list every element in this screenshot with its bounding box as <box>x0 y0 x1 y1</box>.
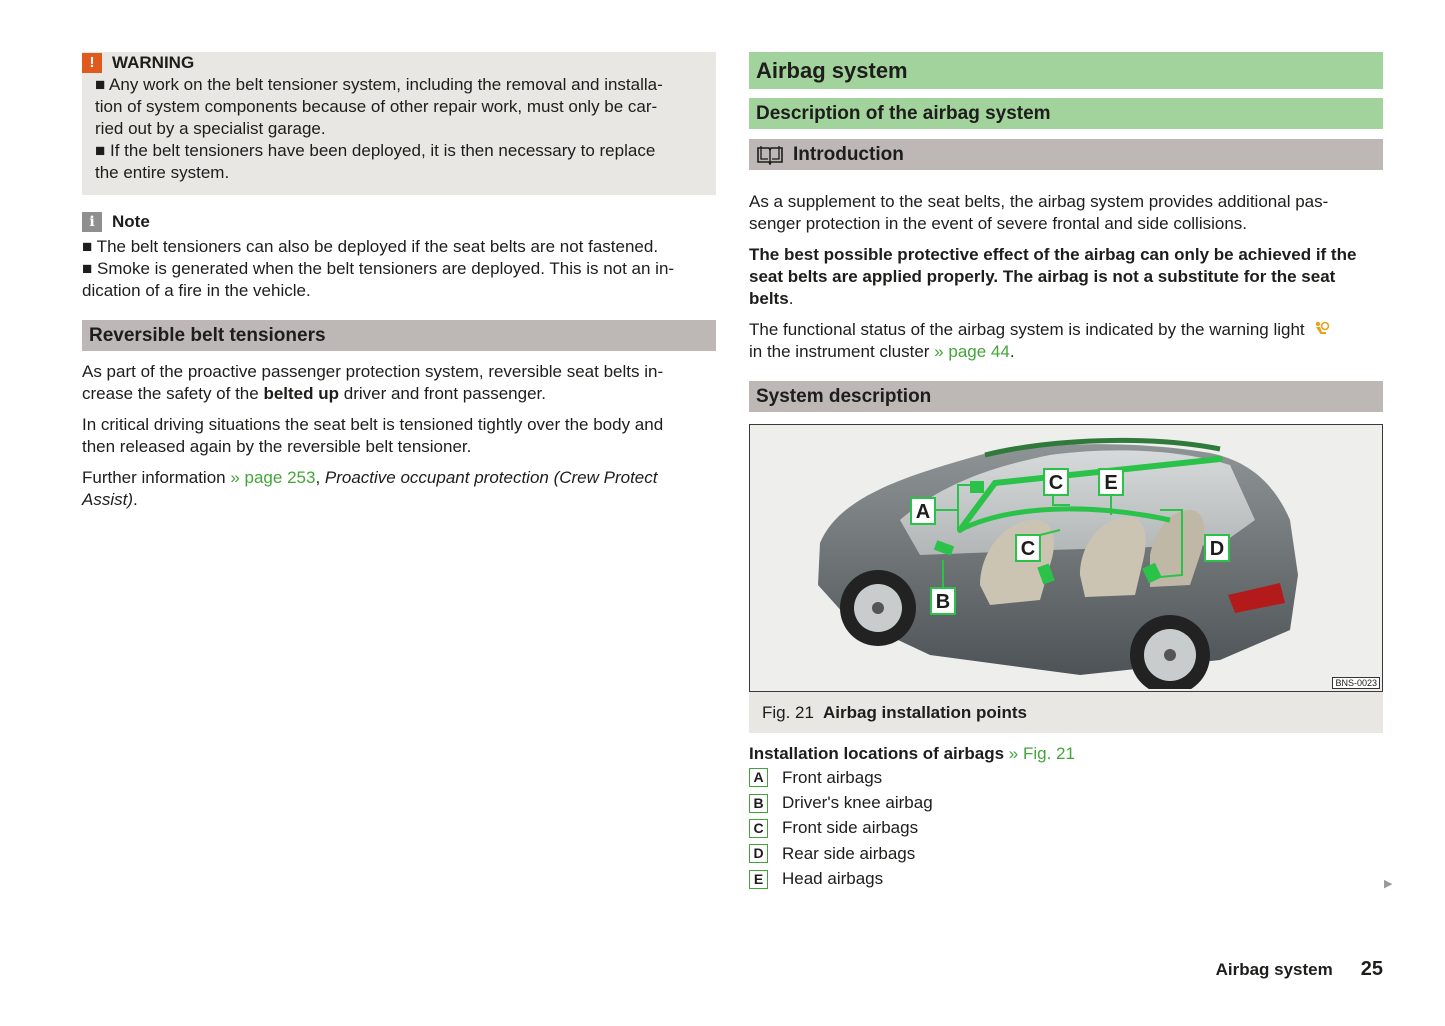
paragraph-line: In critical driving situations the seat belt is tensioned tightly over the body and <box>82 415 664 434</box>
location-text: Head airbags <box>782 869 884 889</box>
locations-heading: Installation locations of airbags » Fig. 21 <box>749 744 1075 763</box>
info-icon: i <box>82 212 102 232</box>
note-title: Note <box>112 212 150 231</box>
warning-header <box>82 52 704 74</box>
location-letter: C <box>749 819 768 838</box>
list-item <box>749 841 1383 866</box>
left-column <box>82 52 716 511</box>
location-text: Front side airbags <box>782 818 919 838</box>
svg-text:D: D <box>1209 538 1225 560</box>
warning-line: tion of system components because of other repair work, must only be car- <box>95 97 658 116</box>
svg-text:A: A <box>915 501 931 523</box>
location-text: Front airbags <box>782 767 883 787</box>
chapter-title: Airbag system <box>749 52 1383 89</box>
right-column <box>749 52 1383 892</box>
warning-line: the entire system. <box>95 163 230 182</box>
paragraph-line: As a supplement to the seat belts, the airbag system provides additional pas- <box>749 192 1329 211</box>
section-title: Reversible belt tensioners <box>82 320 716 351</box>
paragraph-line: in the instrument cluster » page 44. <box>749 342 1015 361</box>
paragraph-line: seat belts are applied properly. The airbag is not a substitute for the seat <box>749 267 1336 286</box>
exclamation-icon: ! <box>82 53 102 73</box>
paragraph-line: Assist). <box>82 490 138 509</box>
figure-link[interactable]: » Fig. 21 <box>1004 744 1075 763</box>
page-link[interactable]: » page 44 <box>934 342 1010 361</box>
paragraph-line: senger protection in the event of severe frontal and side collisions. <box>749 214 1248 233</box>
paragraph-line: belts. <box>749 289 794 308</box>
intro-paragraph-3 <box>749 319 1383 363</box>
intro-paragraph-1 <box>749 191 1383 235</box>
paragraph-line: crease the safety of the belted up driver and front passenger. <box>82 384 546 403</box>
location-letter: A <box>749 768 768 787</box>
callout-d <box>1205 535 1229 561</box>
list-item <box>749 790 1383 815</box>
location-letter: B <box>749 794 768 813</box>
svg-text:C: C <box>1048 472 1064 494</box>
note-line: dication of a fire in the vehicle. <box>82 281 311 300</box>
warning-title: WARNING <box>112 53 195 72</box>
list-item <box>749 765 1383 790</box>
note-line: ■ The belt tensioners can also be deployed if the seat belts are not fastened. <box>82 237 659 256</box>
warning-line: ■ If the belt tensioners have been deployed, it is then necessary to replace <box>95 141 656 160</box>
paragraph-line: then released again by the reversible belt tensioner. <box>82 437 472 456</box>
location-text: Driver's knee airbag <box>782 793 933 813</box>
list-item <box>749 816 1383 841</box>
introduction-header <box>749 139 1383 170</box>
airbag-figure <box>749 424 1383 692</box>
paragraph-1 <box>82 361 716 405</box>
warning-box <box>82 52 716 195</box>
paragraph-line: As part of the proactive passenger protection system, reversible seat belts in- <box>82 362 664 381</box>
callout-b <box>931 588 955 614</box>
location-text: Rear side airbags <box>782 843 916 863</box>
car-illustration <box>750 425 1382 689</box>
system-description-title: System description <box>749 381 1383 412</box>
list-item <box>749 867 1383 892</box>
page-number: 25 <box>1360 958 1383 980</box>
paragraph-line: The functional status of the airbag system is indicated by the warning light <box>749 319 1383 341</box>
callout-c-top <box>1044 469 1068 495</box>
figure-caption <box>749 692 1383 733</box>
intro-paragraph-2 <box>749 244 1383 310</box>
callout-c-front <box>1016 535 1040 561</box>
warning-line: ried out by a specialist garage. <box>95 119 326 138</box>
warning-line: ■ Any work on the belt tensioner system, including the removal and installa- <box>95 75 663 94</box>
note-body <box>82 236 716 302</box>
callout-a <box>911 498 935 524</box>
page-footer <box>1216 958 1383 981</box>
svg-text:E: E <box>1104 472 1118 494</box>
footer-title: Airbag system <box>1215 960 1333 979</box>
figure-code: BNS-0023 <box>1332 677 1380 689</box>
svg-text:C: C <box>1020 538 1036 560</box>
paragraph-3 <box>82 467 716 511</box>
paragraph-2 <box>82 414 716 458</box>
location-letter: D <box>749 844 768 863</box>
subchapter-title: Description of the airbag system <box>749 98 1383 129</box>
next-page-arrow-icon[interactable]: ▶ <box>1384 878 1393 890</box>
paragraph-line: Further information » page 253, Proactive occupant protection (Crew Protect <box>82 468 658 487</box>
figure-title: Airbag installation points <box>822 703 1027 722</box>
paragraph-line: The best possible protective effect of the airbag can only be achieved if the <box>749 245 1357 264</box>
note-line: ■ Smoke is generated when the belt tensioners are deployed. This is not an in- <box>82 259 675 278</box>
book-icon <box>756 145 784 165</box>
svg-text:B: B <box>935 591 951 613</box>
introduction-title: Introduction <box>793 144 904 165</box>
note-header <box>82 211 716 233</box>
callout-e <box>1099 469 1123 495</box>
location-letter: E <box>749 870 768 889</box>
page-link[interactable]: » page 253 <box>230 468 316 487</box>
airbag-warning-icon <box>1312 321 1330 337</box>
figure-number: Fig. 21 <box>762 703 814 722</box>
locations-list <box>749 765 1383 892</box>
